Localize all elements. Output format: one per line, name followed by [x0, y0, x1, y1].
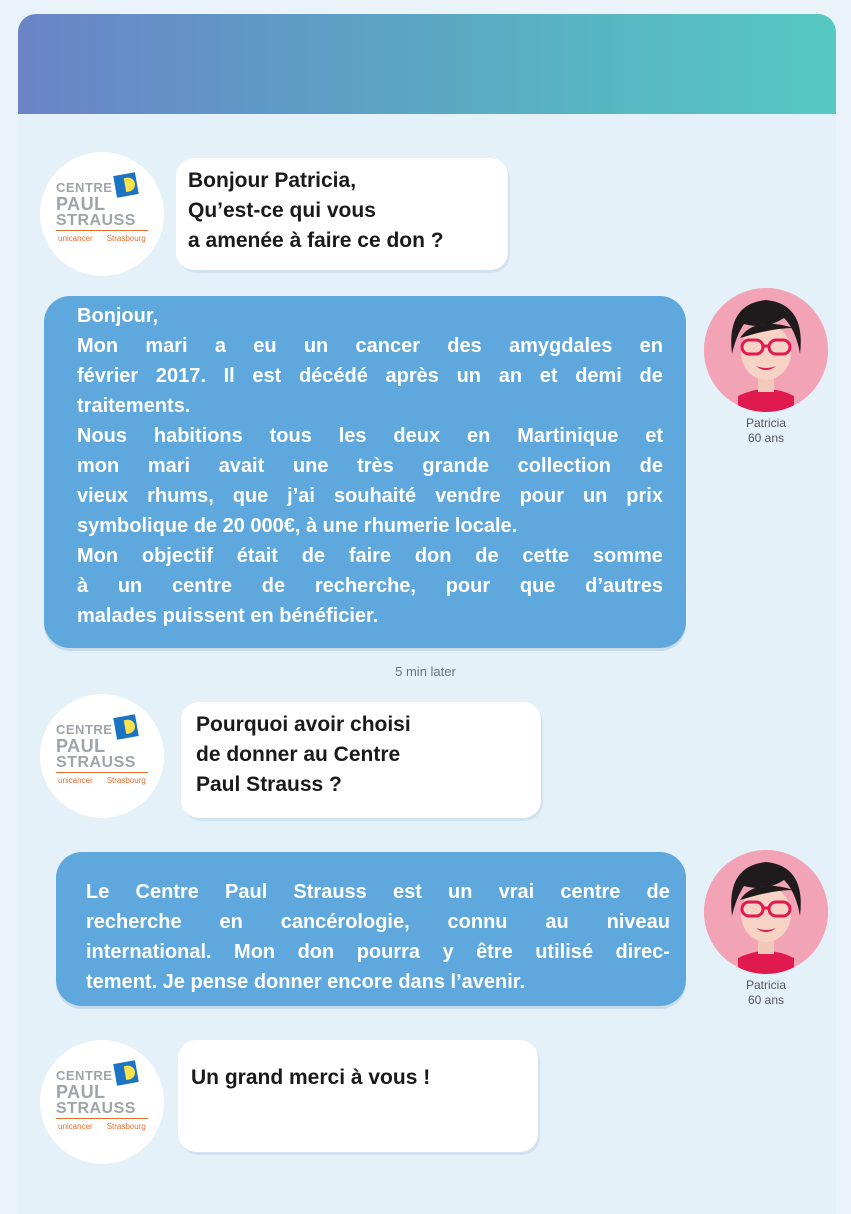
- logo-text-strauss: STRAUSS: [56, 1100, 136, 1117]
- logo-mark-icon: [113, 172, 138, 197]
- message-word: Le: [86, 881, 110, 903]
- message-word: j’ai: [287, 485, 315, 507]
- question-bubble-1: [176, 158, 508, 270]
- message-word: tous: [269, 425, 312, 447]
- message-word: Mon: [77, 335, 119, 357]
- message-word: février: [77, 365, 139, 387]
- message-word: pour: [445, 575, 491, 597]
- message-word: en: [466, 425, 491, 447]
- centre-paul-strauss-logo: [40, 694, 164, 818]
- message-line: [77, 571, 663, 601]
- message-line: [77, 541, 663, 571]
- message-word: au: [545, 911, 569, 933]
- message-line: de donner au Centre: [196, 743, 401, 766]
- message-word: Paul: [225, 881, 268, 903]
- message-word: pourra: [356, 941, 421, 963]
- message-line: [77, 421, 663, 451]
- message-line: [86, 877, 670, 907]
- message-word: somme: [592, 545, 663, 567]
- message-word: de: [639, 365, 663, 387]
- message-word: et: [539, 365, 558, 387]
- message-word: utilisé: [535, 941, 594, 963]
- message-word: Nous: [77, 425, 127, 447]
- message-line: Un grand merci à vous !: [191, 1066, 431, 1089]
- message-line: Paul Strauss ?: [196, 773, 342, 796]
- message-word: collection: [517, 455, 612, 477]
- message-word: direc-: [615, 941, 670, 963]
- person-age: 60 ans: [747, 993, 785, 1007]
- message-line: malades puissent en bénéficier.: [77, 605, 379, 627]
- message-word: an: [498, 365, 523, 387]
- logo-subtitle: unicancer Strasbourg: [58, 776, 146, 785]
- message-word: des: [447, 335, 482, 357]
- message-word: un: [456, 365, 482, 387]
- message-line: [77, 361, 663, 391]
- message-word: recherche,: [314, 575, 416, 597]
- centre-paul-strauss-logo: [40, 1040, 164, 1164]
- header-banner: [18, 14, 836, 114]
- message-word: faire: [348, 545, 392, 567]
- message-word: vrai: [498, 881, 535, 903]
- logo-subtitle: unicancer Strasbourg: [58, 234, 146, 243]
- message-word: Centre: [135, 881, 199, 903]
- logo-text-paul: PAUL: [56, 1082, 106, 1102]
- message-word: après: [385, 365, 439, 387]
- message-word: en: [639, 335, 663, 357]
- woman-portrait-icon: [704, 288, 828, 412]
- logo-divider: [56, 230, 148, 231]
- message-word: Mon: [234, 941, 276, 963]
- message-word: d’autres: [585, 575, 663, 597]
- logo-divider: [56, 772, 148, 773]
- message-word: un: [117, 575, 143, 597]
- logo-text-centre: CENTRE: [56, 180, 113, 195]
- message-word: un: [303, 335, 329, 357]
- message-line: [77, 481, 663, 511]
- message-word: eu: [253, 335, 277, 357]
- person-name: Patricia: [745, 416, 786, 430]
- woman-portrait-icon: [704, 850, 828, 974]
- message-line: [86, 937, 670, 967]
- message-word: avait: [218, 455, 265, 477]
- patricia-avatar: [704, 288, 828, 412]
- message-word: de: [646, 881, 670, 903]
- message-word: amygdales: [508, 335, 613, 357]
- logo-divider: [56, 1118, 148, 1119]
- person-name: Patricia: [745, 978, 786, 992]
- message-word: à: [77, 575, 89, 597]
- patricia-avatar: [704, 850, 828, 974]
- message-word: vieux: [77, 485, 129, 507]
- message-word: mon: [77, 455, 120, 477]
- message-word: un: [448, 881, 473, 903]
- message-word: une: [292, 455, 329, 477]
- message-word: a: [214, 335, 226, 357]
- message-line: tement. Je pense donner encore dans l’avenir.: [86, 971, 526, 993]
- message-word: en: [219, 911, 243, 933]
- message-word: Il: [223, 365, 235, 387]
- message-line: Pourquoi avoir choisi: [196, 713, 411, 736]
- question-bubble-3: [178, 1040, 538, 1152]
- message-word: recherche: [86, 911, 182, 933]
- message-line: symbolique de 20 000€, à une rhumerie locale.: [77, 515, 518, 537]
- message-word: connu: [447, 911, 508, 933]
- message-word: était: [236, 545, 278, 567]
- message-line: [77, 331, 663, 361]
- message-word: est: [252, 365, 282, 387]
- message-word: de: [261, 575, 286, 597]
- logo-text-strauss: STRAUSS: [56, 212, 136, 229]
- message-line: [86, 907, 670, 937]
- message-line: Qu’est-ce qui vous: [188, 199, 376, 222]
- message-word: habitions: [153, 425, 243, 447]
- message-line: a amenée à faire ce don ?: [188, 229, 444, 252]
- message-line: traitements.: [77, 395, 191, 417]
- message-word: souhaité: [333, 485, 417, 507]
- message-word: Mon: [77, 545, 119, 567]
- patricia-profile: [704, 288, 828, 446]
- message-word: et: [645, 425, 663, 447]
- answer-bubble-2: [56, 852, 686, 1006]
- logo-text-strauss: STRAUSS: [56, 754, 136, 771]
- message-line: [77, 451, 663, 481]
- message-word: les: [338, 425, 367, 447]
- question-bubble-2: [181, 702, 541, 818]
- message-line: Bonjour Patricia,: [188, 169, 357, 192]
- message-word: que: [519, 575, 556, 597]
- message-word: niveau: [606, 911, 670, 933]
- message-word: deux: [393, 425, 441, 447]
- message-word: Strauss: [293, 881, 367, 903]
- message-word: que: [232, 485, 269, 507]
- message-word: 2017.: [155, 365, 206, 387]
- logo-text-paul: PAUL: [56, 194, 106, 214]
- message-word: de: [639, 455, 663, 477]
- answer-bubble-1: [44, 296, 686, 648]
- logo-text-centre: CENTRE: [56, 1068, 113, 1083]
- message-word: cette: [522, 545, 570, 567]
- message-word: mari: [145, 335, 188, 357]
- message-word: mari: [147, 455, 191, 477]
- message-word: pour: [519, 485, 565, 507]
- message-word: centre: [172, 575, 233, 597]
- message-word: est: [392, 881, 422, 903]
- message-word: don: [297, 941, 335, 963]
- logo-mark-icon: [113, 714, 138, 739]
- message-word: cancer: [355, 335, 420, 357]
- message-word: centre: [560, 881, 621, 903]
- message-word: don: [414, 545, 452, 567]
- message-word: un: [582, 485, 608, 507]
- message-word: demi: [575, 365, 622, 387]
- message-word: rhums,: [147, 485, 214, 507]
- logo-text-paul: PAUL: [56, 736, 106, 756]
- logo-subtitle: unicancer Strasbourg: [58, 1122, 146, 1131]
- message-word: objectif: [141, 545, 213, 567]
- message-timestamp: 5 min later: [395, 664, 456, 679]
- message-word: grande: [422, 455, 490, 477]
- message-word: très: [357, 455, 394, 477]
- message-word: de: [301, 545, 326, 567]
- message-word: être: [476, 941, 513, 963]
- patricia-profile: [704, 850, 828, 1008]
- message-word: international.: [86, 941, 212, 963]
- message-line: Bonjour,: [77, 305, 159, 327]
- logo-text-centre: CENTRE: [56, 722, 113, 737]
- message-word: décédé: [298, 365, 368, 387]
- message-word: vendre: [435, 485, 501, 507]
- person-age: 60 ans: [747, 431, 785, 445]
- message-word: de: [475, 545, 499, 567]
- logo-mark-icon: [113, 1060, 138, 1085]
- message-word: y: [442, 941, 454, 963]
- centre-paul-strauss-logo: [40, 152, 164, 276]
- message-word: prix: [626, 485, 663, 507]
- message-word: Martinique: [517, 425, 619, 447]
- message-word: cancérologie,: [280, 911, 410, 933]
